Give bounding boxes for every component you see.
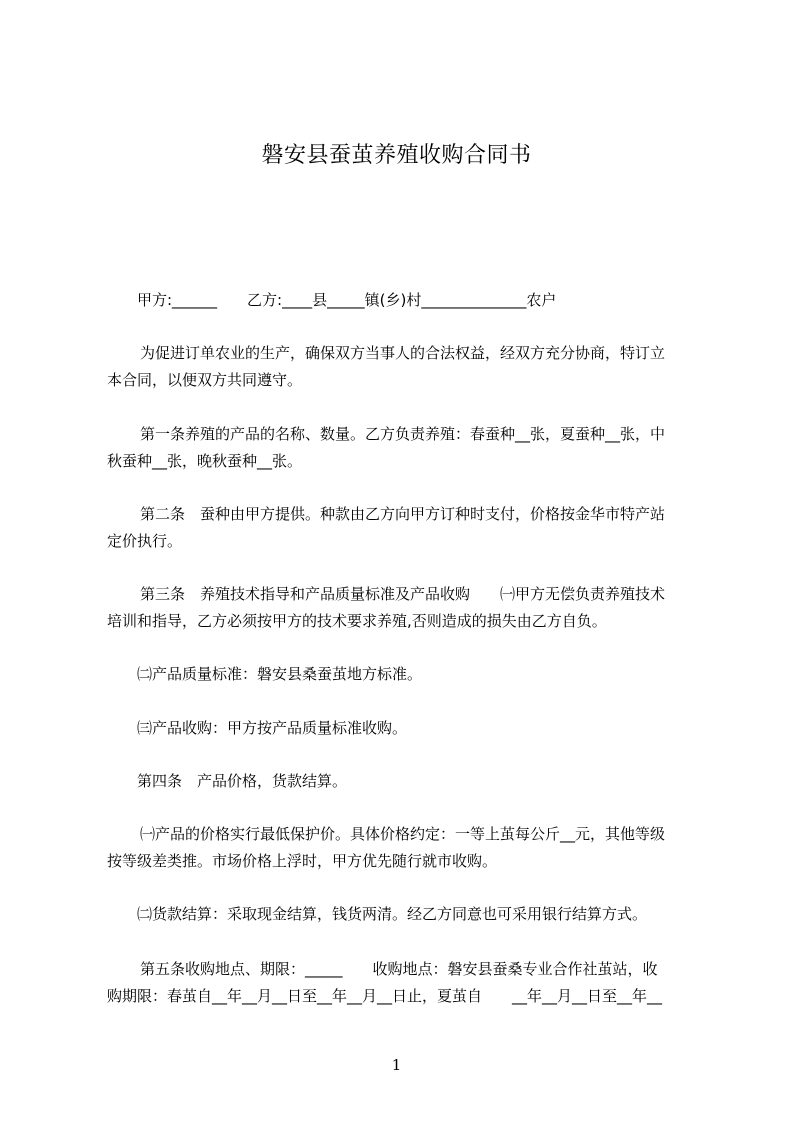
article3-line-2: 培训和指导，乙方必须按甲方的技术要求养殖,否则造成的损失由乙方自负。 xyxy=(107,612,607,630)
article2-line-1: 第二条 蚕种由甲方提供。种款由乙方向甲方订种时支付，价格按金华市特产站 xyxy=(140,505,666,523)
article1-line-2: 秋蚕种__张，晚秋蚕种__张。 xyxy=(107,452,303,470)
article3-item2: ㈡产品质量标准：磐安县桑蚕茧地方标准。 xyxy=(137,665,423,683)
page-number: 1 xyxy=(391,1056,402,1074)
article3-item3: ㈢产品收购：甲方按产品质量标准收购。 xyxy=(137,719,408,737)
document-title: 磐安县蚕茧养殖收购合同书 xyxy=(261,143,532,168)
article1-line-1: 第一条养殖的产品的名称、数量。乙方负责养殖：春蚕种__张，夏蚕种__张，中 xyxy=(140,425,666,443)
preamble-line-1: 为促进订单农业的生产，确保双方当事人的合法权益，经双方充分协商，特订立 xyxy=(140,344,666,362)
article4-heading: 第四条 产品价格，货款结算。 xyxy=(137,772,348,790)
parties-line: 甲方:______ 乙方:____县_____镇(乡)村______________农户 xyxy=(137,291,557,309)
preamble-line-2: 本合同，以便双方共同遵守。 xyxy=(107,371,303,389)
article4-item1-line-2: 按等级差类推。市场价格上浮时，甲方优先随行就市收购。 xyxy=(107,852,498,870)
article3-line-1: 第三条 养殖技术指导和产品质量标准及产品收购 ㈠甲方无偿负责养殖技术 xyxy=(140,585,666,603)
article5-line-1: 第五条收购地点、期限：_____ 收购地点：磐安县蚕桑专业合作社茧站，收 xyxy=(140,960,658,978)
article5-line-2: 购期限：春茧自__年__月__日至__年__月__日止，夏茧自 __年__月__日至__年__ xyxy=(107,987,663,1005)
article2-line-2: 定价执行。 xyxy=(107,532,183,550)
article4-item2: ㈡货款结算：采取现金结算，钱货两清。经乙方同意也可采用银行结算方式。 xyxy=(137,905,648,923)
article4-item1-line-1: ㈠产品的价格实行最低保护价。具体价格约定：一等上茧每公斤__元，其他等级 xyxy=(140,825,666,843)
